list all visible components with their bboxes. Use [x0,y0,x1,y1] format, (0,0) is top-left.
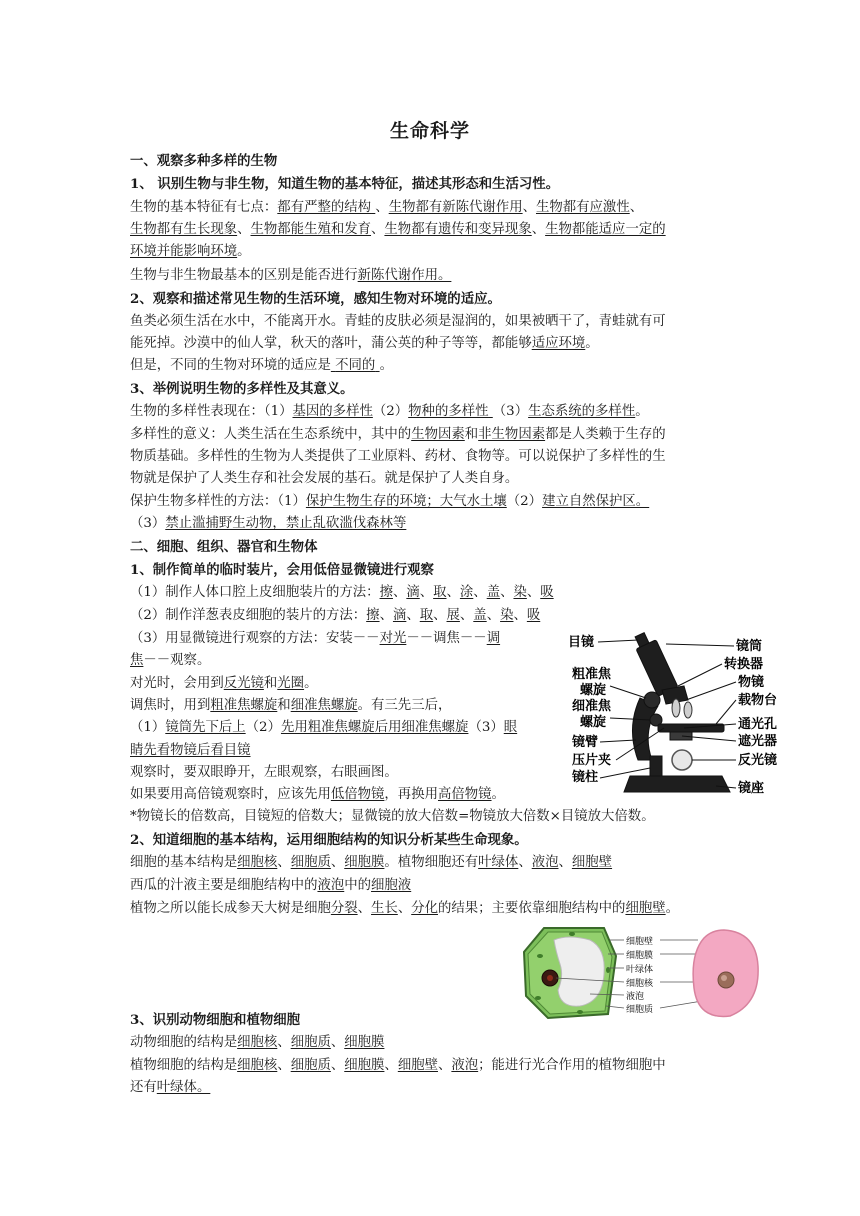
step-item: 滴 [406,585,420,600]
text-line: 西瓜的汁液主要是细胞结构中的液泡中的细胞液 [130,878,412,893]
label-mirror: 反光镜 [738,753,778,768]
section-heading: 一、观察多种多样的生物 [130,153,278,169]
microscope-diagram [566,628,798,800]
label-base: 镜座 [738,781,765,796]
text-line: 对光时，会用到反光镜和光圈。 [130,676,318,691]
label-nucleus: 细胞核 [626,979,654,989]
text-line: 环境并能影响环境。 [130,244,251,259]
label-stage-clip: 压片夹 [572,753,612,768]
step-item: 擦 [366,608,380,623]
label-pillar: 镜柱 [572,770,599,785]
text-line: （1）镜筒先下后上（2）先用粗准焦螺旋后用细准焦螺旋（3）眼 [130,720,518,735]
label-coarse-adj-2: 螺旋 [580,683,607,698]
text-line: 观察时，要双眼睁开，左眼观察，右眼画图。 [130,765,398,780]
label-cytoplasm: 细胞质 [626,1005,654,1015]
step-item: 擦 [379,585,393,600]
label-eyepiece: 目镜 [568,635,595,650]
step-item: 吸 [540,585,554,600]
text-line: 能死掉。沙漠中的仙人掌，秋天的落叶，蒲公英的种子等等，都能够适应环境。 [130,336,599,351]
label-fine-adj-2: 螺旋 [580,715,607,730]
label-vacuole: 液泡 [626,992,645,1002]
label-cell-membrane: 细胞膜 [626,951,654,961]
label-diaphragm: 遮光器 [738,734,778,749]
text-line: （2）制作洋葱表皮细胞的装片的方法：擦、滴、取、展、盖、染、吸 [130,608,541,623]
step-item: 盖 [486,585,501,600]
text-line: （1）制作人体口腔上皮细胞装片的方法：擦、滴、取、涂、盖、染、吸 [130,585,554,600]
text-line: 生物的多样性表现在：（1）基因的多样性（2）物种的多样性 （3）生态系统的多样性。 [130,404,649,419]
cell-diagram [520,926,770,1020]
label-cell-wall: 细胞壁 [626,937,654,947]
text-line: 还有叶绿体。 [130,1080,211,1095]
text-line: 焦－－观察。 [130,653,211,668]
text-line: 调焦时，用到粗准焦螺旋和细准焦螺旋。有三先三后， [130,698,452,713]
step-item: 涂 [459,585,474,600]
label-objective: 物镜 [738,675,765,690]
text-line: （3）禁止滥捕野生动物，禁止乱砍滥伐森林等 [130,516,407,531]
subsection-heading: 1、 识别生物与非生物，知道生物的基本特征，描述其形态和生活习性。 [130,176,560,192]
text-line: 动物细胞的结构是细胞核、细胞质、细胞膜 [130,1035,385,1050]
label-coarse-adj-1: 粗准焦 [572,667,612,682]
step-item: 染 [513,585,527,600]
text-line: 植物之所以能长成参天大树是细胞分裂、生长、分化的结果；主要依靠细胞结构中的细胞壁。 [130,901,680,916]
step-item: 染 [500,608,514,623]
text-line: 多样性的意义：人类生活在生态系统中，其中的生物因素和非生物因素都是人类赖于生存的 [130,427,666,442]
text-line: 保护生物多样性的方法：（1）保护生物生存的环境；大气水土壤（2）建立自然保护区。 [130,494,650,509]
text-line: 物就是保护了人类生存和社会发展的基石。就是保护了人类自身。 [130,471,519,486]
text-line: 物质基础。多样性的生物为人类提供了工业原料、药材、食物等。可以说保护了多样性的生 [130,449,666,464]
text-line: 生物都有生长现象、生物都能生殖和发育、生物都有遗传和变异现象、生物都能适应一定的 [130,222,666,237]
text-line: 细胞的基本结构是细胞核、细胞质、细胞膜。植物细胞还有叶绿体、液泡、细胞壁 [130,855,613,870]
step-item: 展 [446,608,460,623]
label-fine-adj-1: 细准焦 [572,699,612,714]
text-line: 生物与非生物最基本的区别是能否进行新陈代谢作用。 [130,268,452,283]
text-line: 但是，不同的生物对环境的适应是 不同的 。 [130,358,393,373]
page-title: 生命科学 [389,120,470,142]
label-tube: 镜筒 [736,639,763,654]
subsection-heading: 2、观察和描述常见生物的生活环境，感知生物对环境的适应。 [130,291,501,307]
step-item: 取 [433,585,447,600]
subsection-heading: 1、制作简单的临时装片，会用低倍显微镜进行观察 [130,562,434,578]
step-item: 吸 [526,608,541,623]
text-line: 睛先看物镜后看目镜 [130,743,251,758]
step-item: 取 [419,608,434,623]
text-line: （3）用显微镜进行观察的方法：安装－－对光－－调焦－－调 [130,631,501,646]
subsection-heading: 3、识别动物细胞和植物细胞 [130,1012,301,1028]
label-arm: 镜臂 [572,735,599,750]
text-line: 植物细胞的结构是细胞核、细胞质、细胞膜、细胞壁、液泡；能进行光合作用的植物细胞中 [130,1058,666,1073]
step-item: 盖 [473,608,487,623]
text-line: 如果要用高倍镜观察时，应该先用低倍物镜，再换用高倍物镜。 [130,787,505,802]
text-line: *物镜长的倍数高，目镜短的倍数大；显微镜的放大倍数=物镜放大倍数×目镜放大倍数。 [130,809,655,824]
text-line: 生物的基本特征有七点：都有严整的结构 、生物都有新陈代谢作用、生物都有应激性、 [130,200,644,215]
label-nosepiece: 转换器 [724,657,764,672]
section-heading: 二、细胞、组织、器官和生物体 [130,539,318,555]
label-aperture: 通光孔 [738,717,778,732]
label-chloroplast: 叶绿体 [626,965,654,975]
subsection-heading: 3、举例说明生物的多样性及其意义。 [130,381,354,397]
step-item: 滴 [392,608,407,623]
label-stage: 载物台 [738,693,778,708]
subsection-heading: 2、知道细胞的基本结构，运用细胞结构的知识分析某些生命现象。 [130,832,528,848]
text-line: 鱼类必须生活在水中，不能离开水。青蛙的皮肤必须是湿润的，如果被晒干了，青蛙就有可 [130,314,666,329]
